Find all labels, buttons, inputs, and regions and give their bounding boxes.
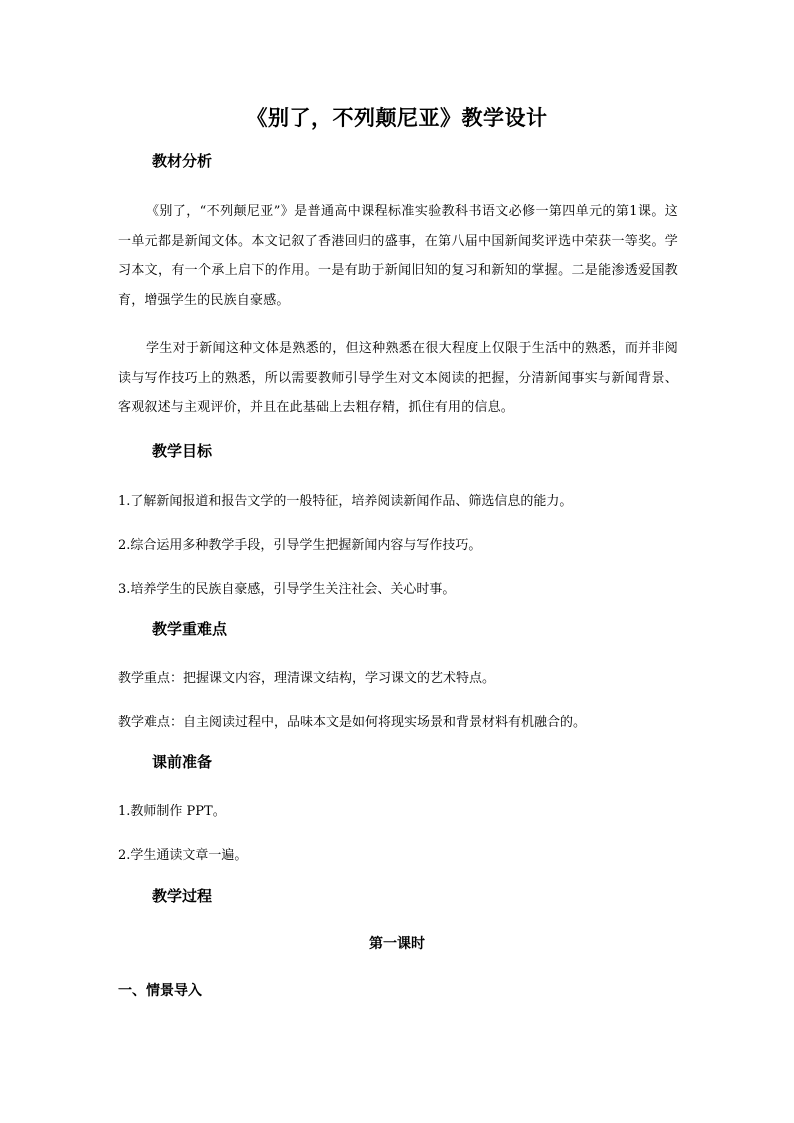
key-point-item-1: 教学重点：把握课文内容，理清课文结构，学习课文的艺术特点。 [118,671,496,686]
preparation-item-1: 1.教师制作 PPT。 [118,804,226,819]
goal-item-1: 1.了解新闻报道和报告文学的一般特征，培养阅读新闻作品、筛选信息的能力。 [118,494,573,509]
document-title: 《别了，不列颠尼亚》教学设计 [246,105,548,130]
goal-item-3: 3.培养学生的民族自豪感，引导学生关注社会、关心时事。 [118,582,456,597]
section-heading-analysis: 教材分析 [152,152,213,170]
section-heading-goals: 教学目标 [152,442,213,460]
lesson-heading: 第一课时 [369,936,425,952]
analysis-paragraph-2: 学生对于新闻这种文体是熟悉的，但这种熟悉在很大程度上仅限于生活中的熟悉，而并非阅读与写作技巧上的熟悉，所以需要教师引导学生对文本阅读的把握，分清新闻事实与新闻背景、客观叙述与主观评价，并且在此基础上去粗存精，抓住有用的信息。 [118,341,678,415]
goal-item-2: 2.综合运用多种教学手段，引导学生把握新闻内容与写作技巧。 [118,538,482,553]
preparation-item-2: 2.学生通读文章一遍。 [118,848,248,863]
step-heading: 一、情景导入 [118,983,202,999]
analysis-paragraph-1: 《别了，“不列颠尼亚”》是普通高中课程标准实验教科书语文必修一第四单元的第1课。这一单元都是新闻文体。本文记叙了香港回归的盛事，在第八届中国新闻奖评选中荣获一等奖。学习本文，有一个承上启下的作用。一是有助于新闻旧知的复习和新知的掌握。二是能渗透爱国教育，增强学生的民族自豪感。 [118,204,678,308]
key-point-item-2: 教学难点：自主阅读过程中，品味本文是如何将现实场景和背景材料有机融合的。 [118,715,587,730]
section-heading-process: 教学过程 [152,887,213,905]
section-heading-key-points: 教学重难点 [152,620,228,638]
section-heading-preparation: 课前准备 [152,753,213,771]
